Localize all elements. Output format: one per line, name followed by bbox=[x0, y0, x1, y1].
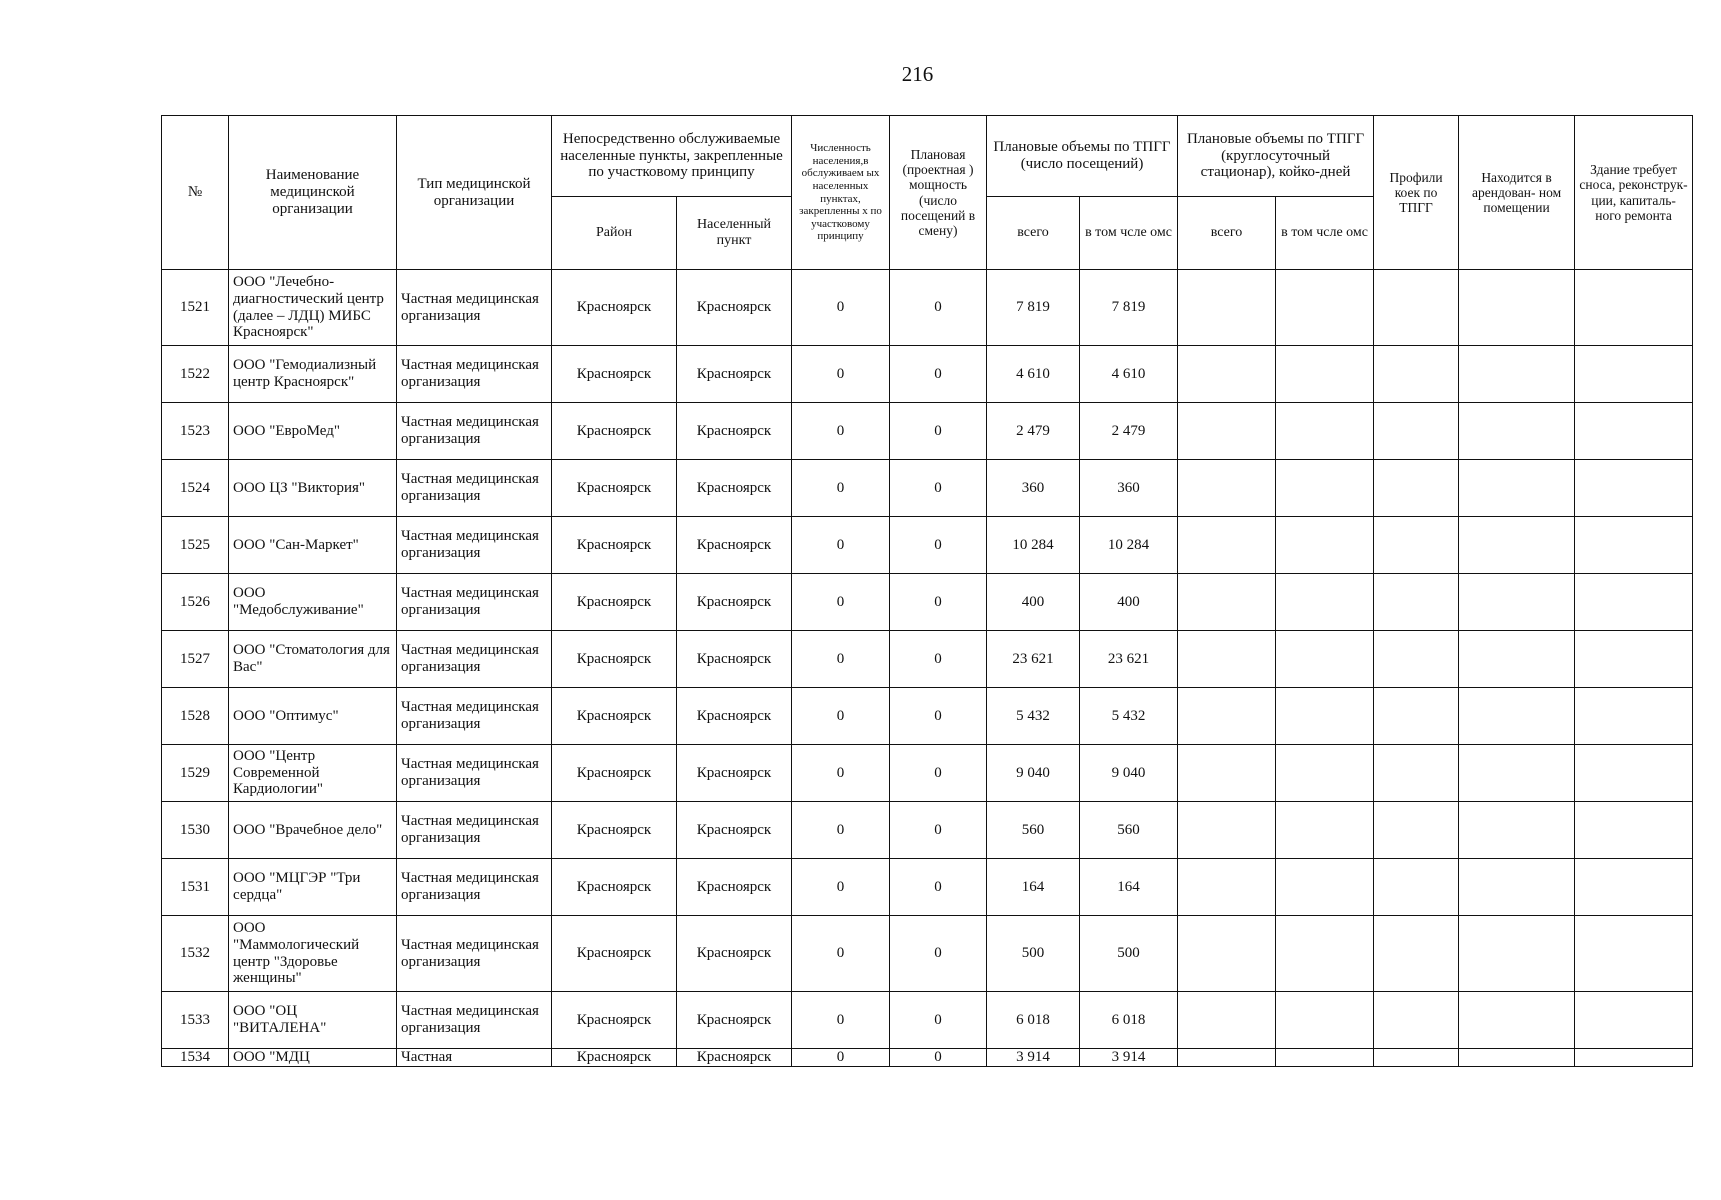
cell-building bbox=[1575, 631, 1693, 688]
cell-settlement: Красноярск bbox=[677, 517, 792, 574]
header-stationary-oms: в том чсле омс bbox=[1276, 197, 1374, 270]
cell-stationary-oms bbox=[1276, 346, 1374, 403]
header-visits-group: Плановые объемы по ТПГГ (число посещений) bbox=[987, 116, 1178, 197]
header-profiles: Профили коек по ТПГГ bbox=[1374, 116, 1459, 270]
cell-name: ООО "Врачебное дело" bbox=[229, 802, 397, 859]
cell-settlement: Красноярск bbox=[677, 802, 792, 859]
cell-capacity: 0 bbox=[890, 574, 987, 631]
cell-population: 0 bbox=[792, 517, 890, 574]
cell-visits-oms: 360 bbox=[1080, 460, 1178, 517]
cell-visits-oms: 164 bbox=[1080, 859, 1178, 916]
cell-name: ООО "Стоматология для Вас" bbox=[229, 631, 397, 688]
cell-rented bbox=[1459, 346, 1575, 403]
cell-profiles bbox=[1374, 346, 1459, 403]
cell-stationary-total bbox=[1178, 745, 1276, 802]
cell-visits-oms: 7 819 bbox=[1080, 270, 1178, 346]
cell-rented bbox=[1459, 517, 1575, 574]
cell-name: ООО "Центр Современной Кардиологии" bbox=[229, 745, 397, 802]
cell-visits-total: 164 bbox=[987, 859, 1080, 916]
cell-stationary-oms bbox=[1276, 631, 1374, 688]
cell-settlement: Красноярск bbox=[677, 859, 792, 916]
cell-population: 0 bbox=[792, 460, 890, 517]
cell-num: 1522 bbox=[162, 346, 229, 403]
cell-district: Красноярск bbox=[552, 460, 677, 517]
cell-visits-total: 7 819 bbox=[987, 270, 1080, 346]
cell-building bbox=[1575, 517, 1693, 574]
cell-type: Частная медицинская организация bbox=[397, 270, 552, 346]
header-type: Тип медицинской организации bbox=[397, 116, 552, 270]
cell-stationary-oms bbox=[1276, 574, 1374, 631]
cell-rented bbox=[1459, 916, 1575, 992]
cell-num: 1525 bbox=[162, 517, 229, 574]
cell-visits-total: 4 610 bbox=[987, 346, 1080, 403]
cell-visits-oms: 4 610 bbox=[1080, 346, 1178, 403]
cell-profiles bbox=[1374, 688, 1459, 745]
cell-type: Частная bbox=[397, 1049, 552, 1067]
cell-visits-total: 2 479 bbox=[987, 403, 1080, 460]
table-header bbox=[162, 116, 1693, 270]
cell-stationary-total bbox=[1178, 916, 1276, 992]
cell-district: Красноярск bbox=[552, 346, 677, 403]
header-stationary-group: Плановые объемы по ТПГГ (круглосуточный стационар), койко-дней bbox=[1178, 116, 1374, 197]
cell-type: Частная медицинская организация bbox=[397, 403, 552, 460]
cell-population: 0 bbox=[792, 346, 890, 403]
cell-rented bbox=[1459, 745, 1575, 802]
cell-name: ООО "Гемодиализный центр Красноярск" bbox=[229, 346, 397, 403]
cell-profiles bbox=[1374, 403, 1459, 460]
cell-district: Красноярск bbox=[552, 745, 677, 802]
cell-district: Красноярск bbox=[552, 859, 677, 916]
cell-district: Красноярск bbox=[552, 802, 677, 859]
cell-population: 0 bbox=[792, 802, 890, 859]
table-row bbox=[162, 574, 1693, 631]
cell-district: Красноярск bbox=[552, 270, 677, 346]
cell-visits-total: 3 914 bbox=[987, 1049, 1080, 1067]
cell-settlement: Красноярск bbox=[677, 574, 792, 631]
cell-stationary-oms bbox=[1276, 802, 1374, 859]
table-row bbox=[162, 631, 1693, 688]
cell-building bbox=[1575, 688, 1693, 745]
cell-district: Красноярск bbox=[552, 688, 677, 745]
header-settlements-group: Непосредственно обслуживаемые населенные пункты, закрепленные по участковому принципу bbox=[552, 116, 792, 197]
cell-num: 1530 bbox=[162, 802, 229, 859]
cell-district: Красноярск bbox=[552, 403, 677, 460]
cell-stationary-total bbox=[1178, 403, 1276, 460]
table-row bbox=[162, 270, 1693, 346]
cell-capacity: 0 bbox=[890, 517, 987, 574]
cell-capacity: 0 bbox=[890, 802, 987, 859]
cell-stationary-oms bbox=[1276, 916, 1374, 992]
header-building: Здание требует сноса, реконструк- ции, капиталь- ного ремонта bbox=[1575, 116, 1693, 270]
cell-stationary-total bbox=[1178, 517, 1276, 574]
cell-visits-oms: 2 479 bbox=[1080, 403, 1178, 460]
cell-visits-oms: 400 bbox=[1080, 574, 1178, 631]
cell-visits-total: 6 018 bbox=[987, 992, 1080, 1049]
cell-population: 0 bbox=[792, 859, 890, 916]
cell-stationary-total bbox=[1178, 270, 1276, 346]
cell-capacity: 0 bbox=[890, 460, 987, 517]
cell-profiles bbox=[1374, 859, 1459, 916]
cell-visits-oms: 5 432 bbox=[1080, 688, 1178, 745]
cell-visits-total: 360 bbox=[987, 460, 1080, 517]
cell-building bbox=[1575, 992, 1693, 1049]
cell-capacity: 0 bbox=[890, 916, 987, 992]
cell-name: ООО "МДЦ bbox=[229, 1049, 397, 1067]
cell-rented bbox=[1459, 460, 1575, 517]
cell-settlement: Красноярск bbox=[677, 992, 792, 1049]
cell-visits-oms: 9 040 bbox=[1080, 745, 1178, 802]
header-num: № bbox=[162, 116, 229, 270]
cell-visits-total: 10 284 bbox=[987, 517, 1080, 574]
cell-capacity: 0 bbox=[890, 859, 987, 916]
cell-stationary-total bbox=[1178, 688, 1276, 745]
table-row bbox=[162, 992, 1693, 1049]
cell-capacity: 0 bbox=[890, 270, 987, 346]
cell-district: Красноярск bbox=[552, 916, 677, 992]
cell-num: 1521 bbox=[162, 270, 229, 346]
cell-district: Красноярск bbox=[552, 631, 677, 688]
cell-stationary-oms bbox=[1276, 1049, 1374, 1067]
cell-name: ООО "ОЦ "ВИТАЛЕНА" bbox=[229, 992, 397, 1049]
cell-rented bbox=[1459, 688, 1575, 745]
cell-building bbox=[1575, 859, 1693, 916]
cell-population: 0 bbox=[792, 1049, 890, 1067]
table-row bbox=[162, 517, 1693, 574]
cell-name: ООО "Медобслуживание" bbox=[229, 574, 397, 631]
cell-num: 1523 bbox=[162, 403, 229, 460]
header-settlement: Населенный пункт bbox=[677, 197, 792, 270]
cell-rented bbox=[1459, 802, 1575, 859]
cell-building bbox=[1575, 802, 1693, 859]
cell-name: ООО "Сан-Маркет" bbox=[229, 517, 397, 574]
header-visits-total: всего bbox=[987, 197, 1080, 270]
cell-visits-total: 5 432 bbox=[987, 688, 1080, 745]
cell-type: Частная медицинская организация bbox=[397, 517, 552, 574]
cell-type: Частная медицинская организация bbox=[397, 802, 552, 859]
cell-settlement: Красноярск bbox=[677, 270, 792, 346]
cell-visits-total: 9 040 bbox=[987, 745, 1080, 802]
cell-stationary-total bbox=[1178, 992, 1276, 1049]
cell-visits-total: 23 621 bbox=[987, 631, 1080, 688]
cell-population: 0 bbox=[792, 688, 890, 745]
cell-building bbox=[1575, 403, 1693, 460]
cell-type: Частная медицинская организация bbox=[397, 631, 552, 688]
cell-stationary-oms bbox=[1276, 460, 1374, 517]
table-row bbox=[162, 460, 1693, 517]
cell-type: Частная медицинская организация bbox=[397, 574, 552, 631]
cell-stationary-total bbox=[1178, 631, 1276, 688]
cell-rented bbox=[1459, 992, 1575, 1049]
cell-capacity: 0 bbox=[890, 346, 987, 403]
cell-district: Красноярск bbox=[552, 992, 677, 1049]
table-row bbox=[162, 745, 1693, 802]
cell-capacity: 0 bbox=[890, 1049, 987, 1067]
cell-name: ООО "Маммологический центр "Здоровье женщины" bbox=[229, 916, 397, 992]
cell-building bbox=[1575, 745, 1693, 802]
cell-visits-oms: 23 621 bbox=[1080, 631, 1178, 688]
cell-district: Красноярск bbox=[552, 1049, 677, 1067]
cell-type: Частная медицинская организация bbox=[397, 460, 552, 517]
header-rented: Находится в арендован- ном помещении bbox=[1459, 116, 1575, 270]
cell-stationary-total bbox=[1178, 802, 1276, 859]
table-row bbox=[162, 403, 1693, 460]
cell-num: 1527 bbox=[162, 631, 229, 688]
cell-population: 0 bbox=[792, 745, 890, 802]
cell-num: 1531 bbox=[162, 859, 229, 916]
cell-population: 0 bbox=[792, 916, 890, 992]
cell-name: ООО "МЦГЭР "Три сердца" bbox=[229, 859, 397, 916]
cell-profiles bbox=[1374, 992, 1459, 1049]
cell-rented bbox=[1459, 859, 1575, 916]
cell-stationary-oms bbox=[1276, 688, 1374, 745]
cell-stationary-total bbox=[1178, 460, 1276, 517]
cell-district: Красноярск bbox=[552, 517, 677, 574]
cell-profiles bbox=[1374, 745, 1459, 802]
cell-building bbox=[1575, 346, 1693, 403]
header-population: Численность населения,в обслуживаем ых населенных пунктах, закрепленны х по участковому принципу bbox=[792, 116, 890, 270]
cell-capacity: 0 bbox=[890, 688, 987, 745]
cell-settlement: Красноярск bbox=[677, 916, 792, 992]
cell-building bbox=[1575, 574, 1693, 631]
cell-profiles bbox=[1374, 460, 1459, 517]
table-row bbox=[162, 802, 1693, 859]
cell-building bbox=[1575, 270, 1693, 346]
cell-num: 1534 bbox=[162, 1049, 229, 1067]
cell-type: Частная медицинская организация bbox=[397, 916, 552, 992]
table-row bbox=[162, 859, 1693, 916]
cell-stationary-oms bbox=[1276, 745, 1374, 802]
cell-capacity: 0 bbox=[890, 992, 987, 1049]
cell-stationary-total bbox=[1178, 859, 1276, 916]
cell-visits-oms: 10 284 bbox=[1080, 517, 1178, 574]
header-stationary-total: всего bbox=[1178, 197, 1276, 270]
cell-settlement: Красноярск bbox=[677, 688, 792, 745]
cell-stationary-oms bbox=[1276, 992, 1374, 1049]
cell-stationary-total bbox=[1178, 574, 1276, 631]
cell-type: Частная медицинская организация bbox=[397, 688, 552, 745]
cell-num: 1533 bbox=[162, 992, 229, 1049]
cell-type: Частная медицинская организация bbox=[397, 346, 552, 403]
cell-population: 0 bbox=[792, 270, 890, 346]
cell-building bbox=[1575, 1049, 1693, 1067]
cell-visits-oms: 500 bbox=[1080, 916, 1178, 992]
cell-building bbox=[1575, 460, 1693, 517]
table-row bbox=[162, 1049, 1693, 1067]
cell-name: ООО ЦЗ "Виктория" bbox=[229, 460, 397, 517]
cell-rented bbox=[1459, 574, 1575, 631]
cell-rented bbox=[1459, 270, 1575, 346]
table-row bbox=[162, 916, 1693, 992]
header-name: Наименование медицинской организации bbox=[229, 116, 397, 270]
cell-num: 1528 bbox=[162, 688, 229, 745]
cell-capacity: 0 bbox=[890, 631, 987, 688]
cell-rented bbox=[1459, 1049, 1575, 1067]
cell-district: Красноярск bbox=[552, 574, 677, 631]
cell-visits-oms: 3 914 bbox=[1080, 1049, 1178, 1067]
cell-settlement: Красноярск bbox=[677, 460, 792, 517]
table-row bbox=[162, 688, 1693, 745]
cell-num: 1524 bbox=[162, 460, 229, 517]
cell-rented bbox=[1459, 403, 1575, 460]
cell-num: 1532 bbox=[162, 916, 229, 992]
cell-profiles bbox=[1374, 574, 1459, 631]
cell-profiles bbox=[1374, 270, 1459, 346]
cell-profiles bbox=[1374, 802, 1459, 859]
cell-settlement: Красноярск bbox=[677, 403, 792, 460]
cell-population: 0 bbox=[792, 631, 890, 688]
cell-name: ООО "Лечебно-диагностический центр (далее – ЛДЦ) МИБС Красноярск" bbox=[229, 270, 397, 346]
cell-profiles bbox=[1374, 517, 1459, 574]
cell-type: Частная медицинская организация bbox=[397, 745, 552, 802]
cell-visits-total: 560 bbox=[987, 802, 1080, 859]
header-visits-oms: в том чсле омс bbox=[1080, 197, 1178, 270]
medical-organizations-table bbox=[161, 115, 1693, 1067]
cell-settlement: Красноярск bbox=[677, 346, 792, 403]
cell-visits-total: 500 bbox=[987, 916, 1080, 992]
cell-visits-oms: 560 bbox=[1080, 802, 1178, 859]
cell-type: Частная медицинская организация bbox=[397, 992, 552, 1049]
cell-population: 0 bbox=[792, 403, 890, 460]
cell-stationary-oms bbox=[1276, 270, 1374, 346]
cell-population: 0 bbox=[792, 992, 890, 1049]
cell-profiles bbox=[1374, 1049, 1459, 1067]
cell-capacity: 0 bbox=[890, 403, 987, 460]
cell-name: ООО "Оптимус" bbox=[229, 688, 397, 745]
cell-settlement: Красноярск bbox=[677, 745, 792, 802]
cell-settlement: Красноярск bbox=[677, 631, 792, 688]
cell-stationary-oms bbox=[1276, 859, 1374, 916]
cell-visits-total: 400 bbox=[987, 574, 1080, 631]
cell-stationary-total bbox=[1178, 346, 1276, 403]
cell-population: 0 bbox=[792, 574, 890, 631]
cell-profiles bbox=[1374, 916, 1459, 992]
cell-stationary-total bbox=[1178, 1049, 1276, 1067]
cell-building bbox=[1575, 916, 1693, 992]
cell-profiles bbox=[1374, 631, 1459, 688]
cell-name: ООО "ЕвроМед" bbox=[229, 403, 397, 460]
cell-stationary-oms bbox=[1276, 517, 1374, 574]
cell-capacity: 0 bbox=[890, 745, 987, 802]
cell-num: 1529 bbox=[162, 745, 229, 802]
cell-num: 1526 bbox=[162, 574, 229, 631]
table-body bbox=[162, 270, 1693, 1067]
header-district: Район bbox=[552, 197, 677, 270]
table-row bbox=[162, 346, 1693, 403]
cell-type: Частная медицинская организация bbox=[397, 859, 552, 916]
cell-rented bbox=[1459, 631, 1575, 688]
cell-visits-oms: 6 018 bbox=[1080, 992, 1178, 1049]
header-capacity: Плановая (проектная ) мощность (число посещений в смену) bbox=[890, 116, 987, 270]
cell-settlement: Красноярск bbox=[677, 1049, 792, 1067]
page-number: 216 bbox=[901, 62, 934, 86]
cell-stationary-oms bbox=[1276, 403, 1374, 460]
